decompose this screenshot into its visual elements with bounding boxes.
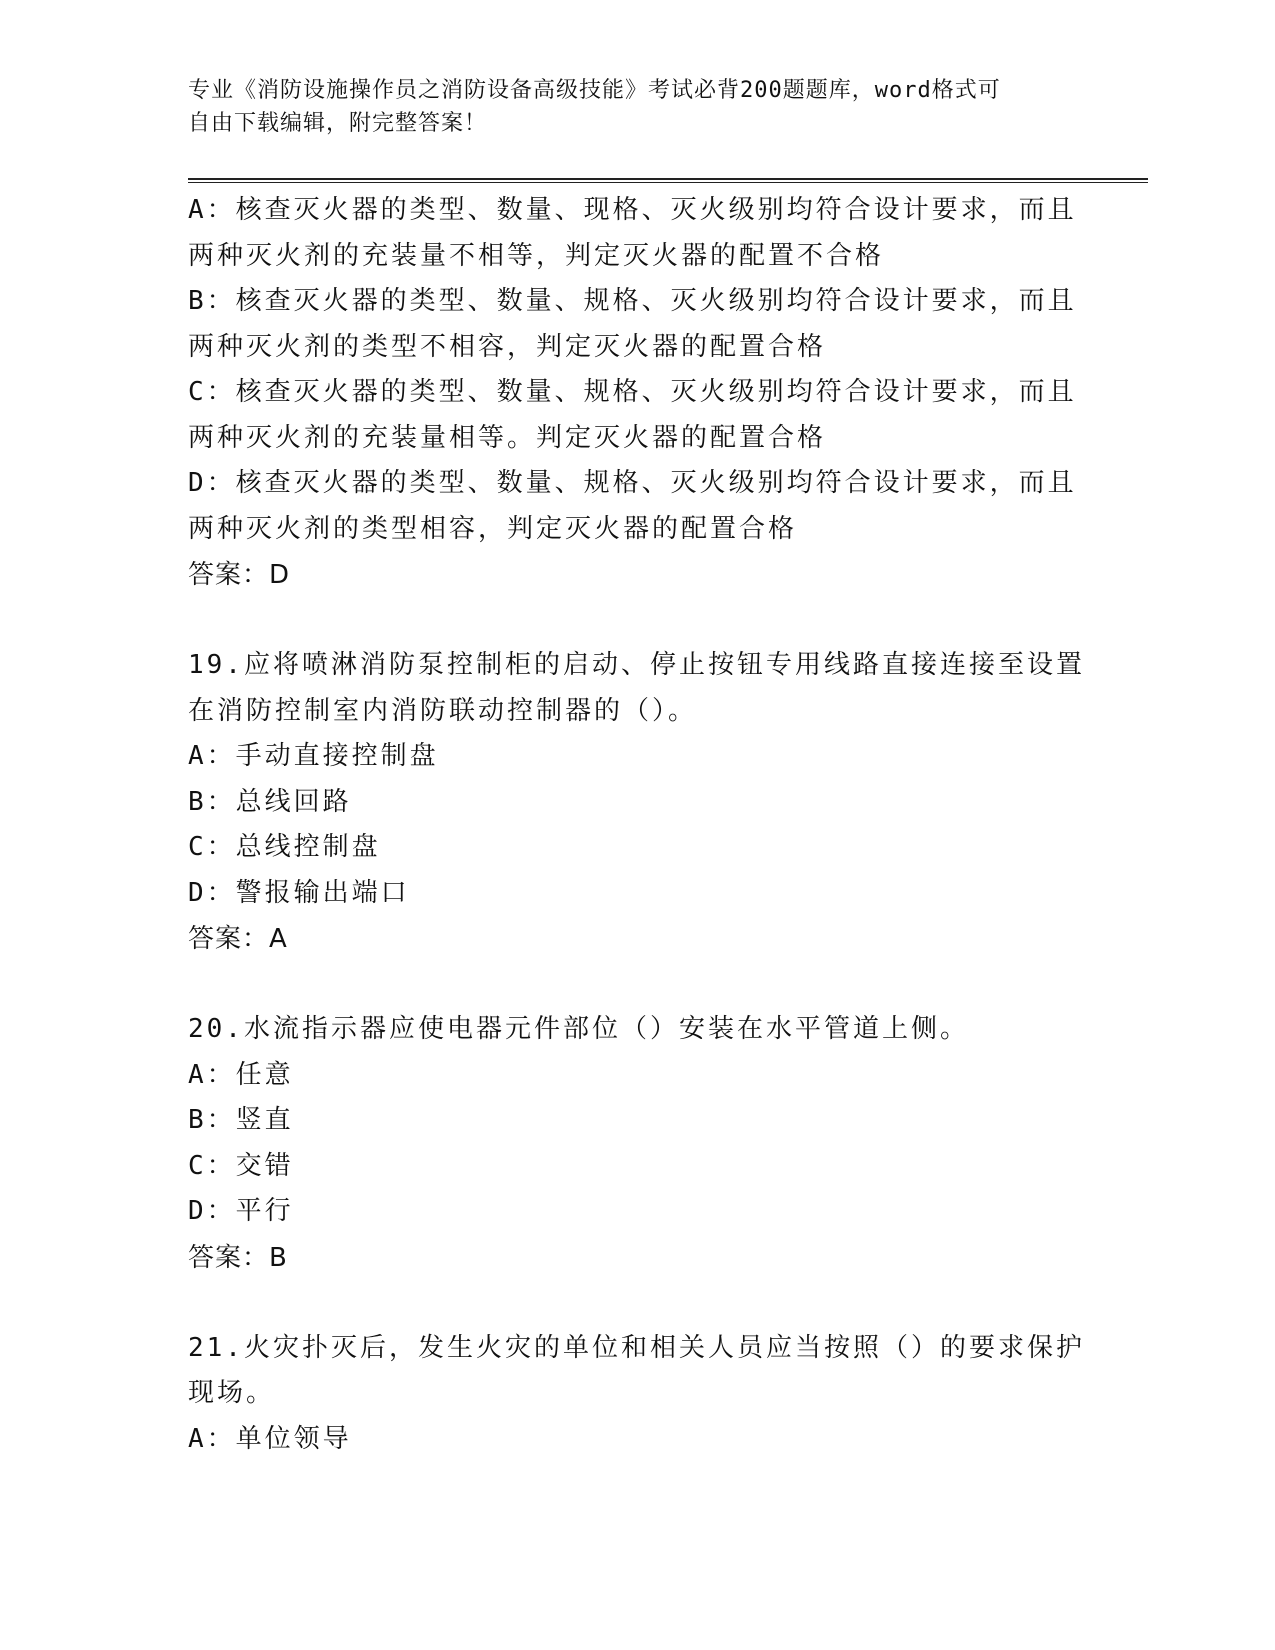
option-c-line-1: C：核查灭火器的类型、数量、规格、灭火级别均符合设计要求，而且: [188, 377, 1077, 407]
option-b: B：竖直: [188, 1105, 294, 1135]
answer-line: 答案：D: [188, 560, 291, 590]
option-a: A：单位领导: [188, 1423, 352, 1454]
question-text-line-1: 21.火灾扑灭后，发生火灾的单位和相关人员应当按照（）的要求保护: [188, 1332, 1085, 1363]
option-d: D：警报输出端口: [188, 877, 410, 908]
option-a: A：任意: [188, 1059, 294, 1090]
document-body: [188, 188, 1088, 1462]
answer-line: 答案：B: [188, 1242, 288, 1273]
question-text-line-2: 现场。: [188, 1378, 276, 1408]
option-c: C：总线控制盘: [188, 832, 381, 862]
option-a-line-1: A：核查灭火器的类型、数量、现格、灭火级别均符合设计要求，而且: [188, 195, 1077, 225]
option-d-line-1: D：核查灭火器的类型、数量、规格、灭火级别均符合设计要求，而且: [188, 468, 1077, 498]
option-d-line-2: 两种灭火剂的类型相容，判定灭火器的配置合格: [188, 513, 798, 544]
option-d: D：平行: [188, 1196, 294, 1226]
option-b-line-1: B：核查灭火器的类型、数量、规格、灭火级别均符合设计要求，而且: [188, 286, 1077, 316]
option-c-line-2: 两种灭火剂的充装量相等。判定灭火器的配置合格: [188, 422, 827, 453]
option-b: B：总线回路: [188, 786, 352, 817]
option-a-line-2: 两种灭火剂的充装量不相等，判定灭火器的配置不合格: [188, 240, 885, 271]
question-text-line-1: 19.应将喷淋消防泵控制柜的启动、停止按钮专用线路直接连接至设置: [188, 650, 1085, 680]
question-text-line-1: 20.水流指示器应使电器元件部位（）安装在水平管道上侧。: [188, 1014, 969, 1044]
option-b-line-2: 两种灭火剂的类型不相容，判定灭火器的配置合格: [188, 331, 827, 362]
question-19: [188, 643, 1088, 962]
prev-question: [188, 188, 1088, 598]
header-line-2: 自由下载编辑，附完整答案！: [188, 111, 488, 136]
question-20: [188, 1007, 1088, 1281]
header-line-1: 专业《消防设施操作员之消防设备高级技能》考试必背200题题库，word格式可: [188, 78, 1001, 103]
header-divider: [188, 178, 1148, 183]
option-a: A：手动直接控制盘: [188, 741, 439, 771]
document-header: [188, 74, 1068, 140]
question-21: [188, 1326, 1088, 1463]
option-c: C：交错: [188, 1150, 294, 1181]
answer-line: 答案：A: [188, 924, 288, 954]
question-text-line-2: 在消防控制室内消防联动控制器的（）。: [188, 695, 698, 726]
